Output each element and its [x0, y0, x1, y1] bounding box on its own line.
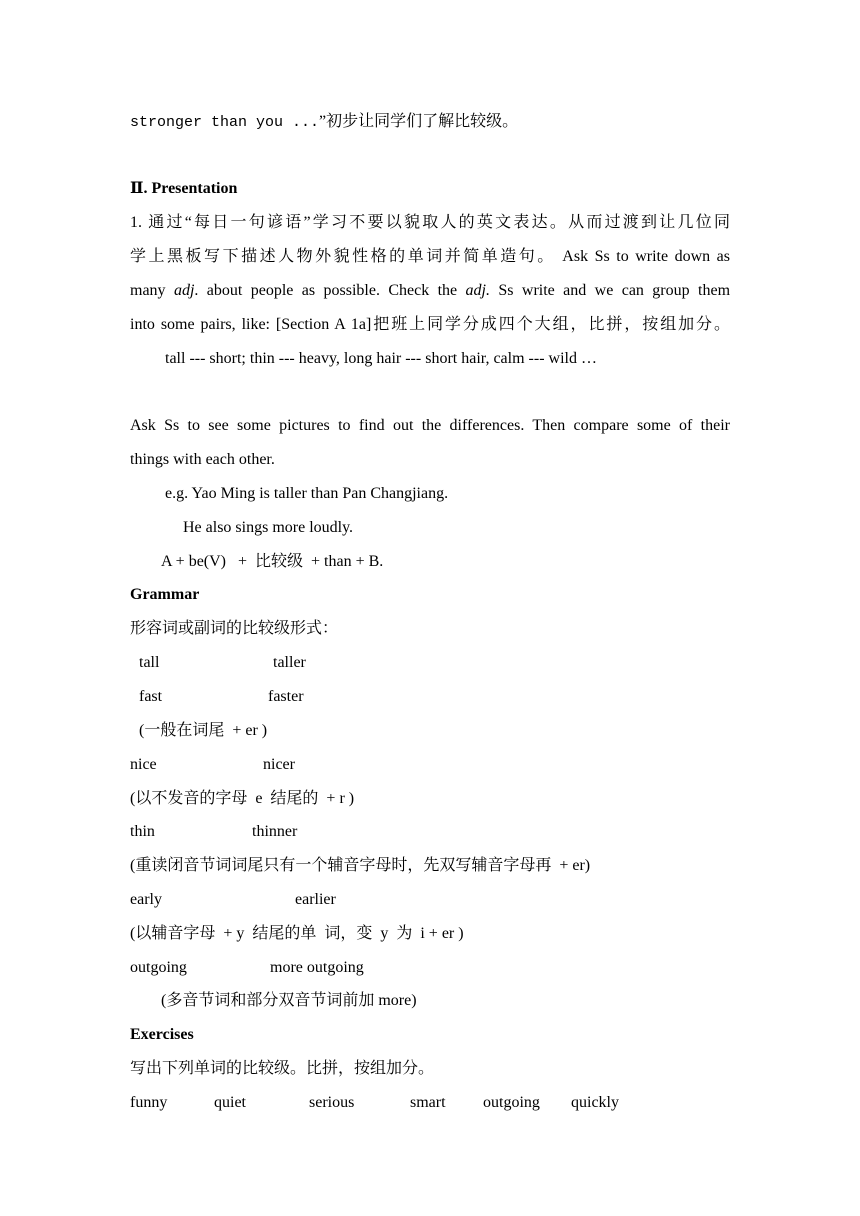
- grammar-comparative-word: nicer: [263, 756, 295, 773]
- adj-italic-2: adj.: [465, 282, 490, 299]
- grammar-base-word: fast: [139, 688, 163, 705]
- exercises-instruction: 写出下列单词的比较级。比拼，按组加分。: [130, 1060, 435, 1077]
- intro-line: [130, 112, 518, 133]
- grammar-base-word: thin: [130, 823, 155, 840]
- grammar-comparative-word: faster: [268, 688, 304, 705]
- adj-italic: adj: [173, 282, 195, 299]
- grammar-rule-note: (以不发音的字母 e 结尾的 + r ): [130, 790, 355, 807]
- presentation-paragraph-2-line-2: things with each other.: [130, 451, 275, 468]
- exercise-word: quickly: [571, 1094, 619, 1111]
- grammar-comparative-word: earlier: [295, 891, 336, 908]
- exercise-word: quiet: [214, 1094, 246, 1111]
- grammar-base-word: tall: [139, 654, 160, 671]
- comparative-formula: A + be(V) + 比较级 + than + B.: [161, 553, 384, 570]
- grammar-rule-note: (一般在词尾 + er ): [139, 722, 268, 739]
- example-sentence-1: e.g. Yao Ming is taller than Pan Changjiang.: [165, 485, 449, 502]
- grammar-base-word: nice: [130, 756, 157, 773]
- grammar-comparative-word: more outgoing: [270, 959, 364, 976]
- intro-mono-text: stronger than you ...: [130, 114, 320, 131]
- grammar-rule-note: (多音节词和部分双音节词前加 more): [161, 992, 417, 1009]
- presentation-heading: Ⅱ. Presentation: [130, 180, 238, 197]
- presentation-paragraph-line-1: 1. 通过“每日一句谚语”学习不要以貌取人的英文表达。从而过渡到让几位同: [130, 214, 730, 231]
- example-sentence-2: He also sings more loudly.: [183, 519, 354, 536]
- grammar-base-word: outgoing: [130, 959, 187, 976]
- text-check: . about people as possible. Check the: [194, 282, 466, 299]
- presentation-paragraph-2-line-1: Ask Ss to see some pictures to find out the differences. Then compare some of their: [130, 417, 730, 434]
- exercises-heading: Exercises: [130, 1026, 194, 1043]
- grammar-intro: 形容词或副词的比较级形式：: [130, 620, 339, 637]
- presentation-paragraph-line-3: [130, 281, 730, 301]
- grammar-heading: Grammar: [130, 586, 200, 603]
- presentation-paragraph-line-4: into some pairs, like: [Section A 1a]把班上同学分成四个大组，比拼，按组加分。: [130, 316, 730, 333]
- adjective-pairs: tall --- short; thin --- heavy, long hair --- short hair, calm --- wild …: [165, 350, 597, 367]
- exercise-word: outgoing: [483, 1094, 540, 1111]
- text-many: many: [130, 282, 174, 299]
- presentation-paragraph-line-2: 学上黑板写下描述人物外貌性格的单词并简单造句。 Ask Ss to write down as: [130, 248, 730, 265]
- exercise-word: smart: [410, 1094, 446, 1111]
- grammar-rule-note: (重读闭音节词词尾只有一个辅音字母时，先双写辅音字母再 + er): [130, 857, 591, 874]
- exercise-word: serious: [309, 1094, 355, 1111]
- text-group: Ss write and we can group them: [490, 282, 731, 299]
- exercise-word: funny: [130, 1094, 168, 1111]
- intro-rest-text: ”初步让同学们了解比较级。: [319, 113, 519, 130]
- grammar-rule-note: (以辅音字母 + y 结尾的单 词，变 y 为 i + er ): [130, 925, 464, 942]
- grammar-comparative-word: thinner: [252, 823, 298, 840]
- grammar-base-word: early: [130, 891, 162, 908]
- grammar-comparative-word: taller: [273, 654, 306, 671]
